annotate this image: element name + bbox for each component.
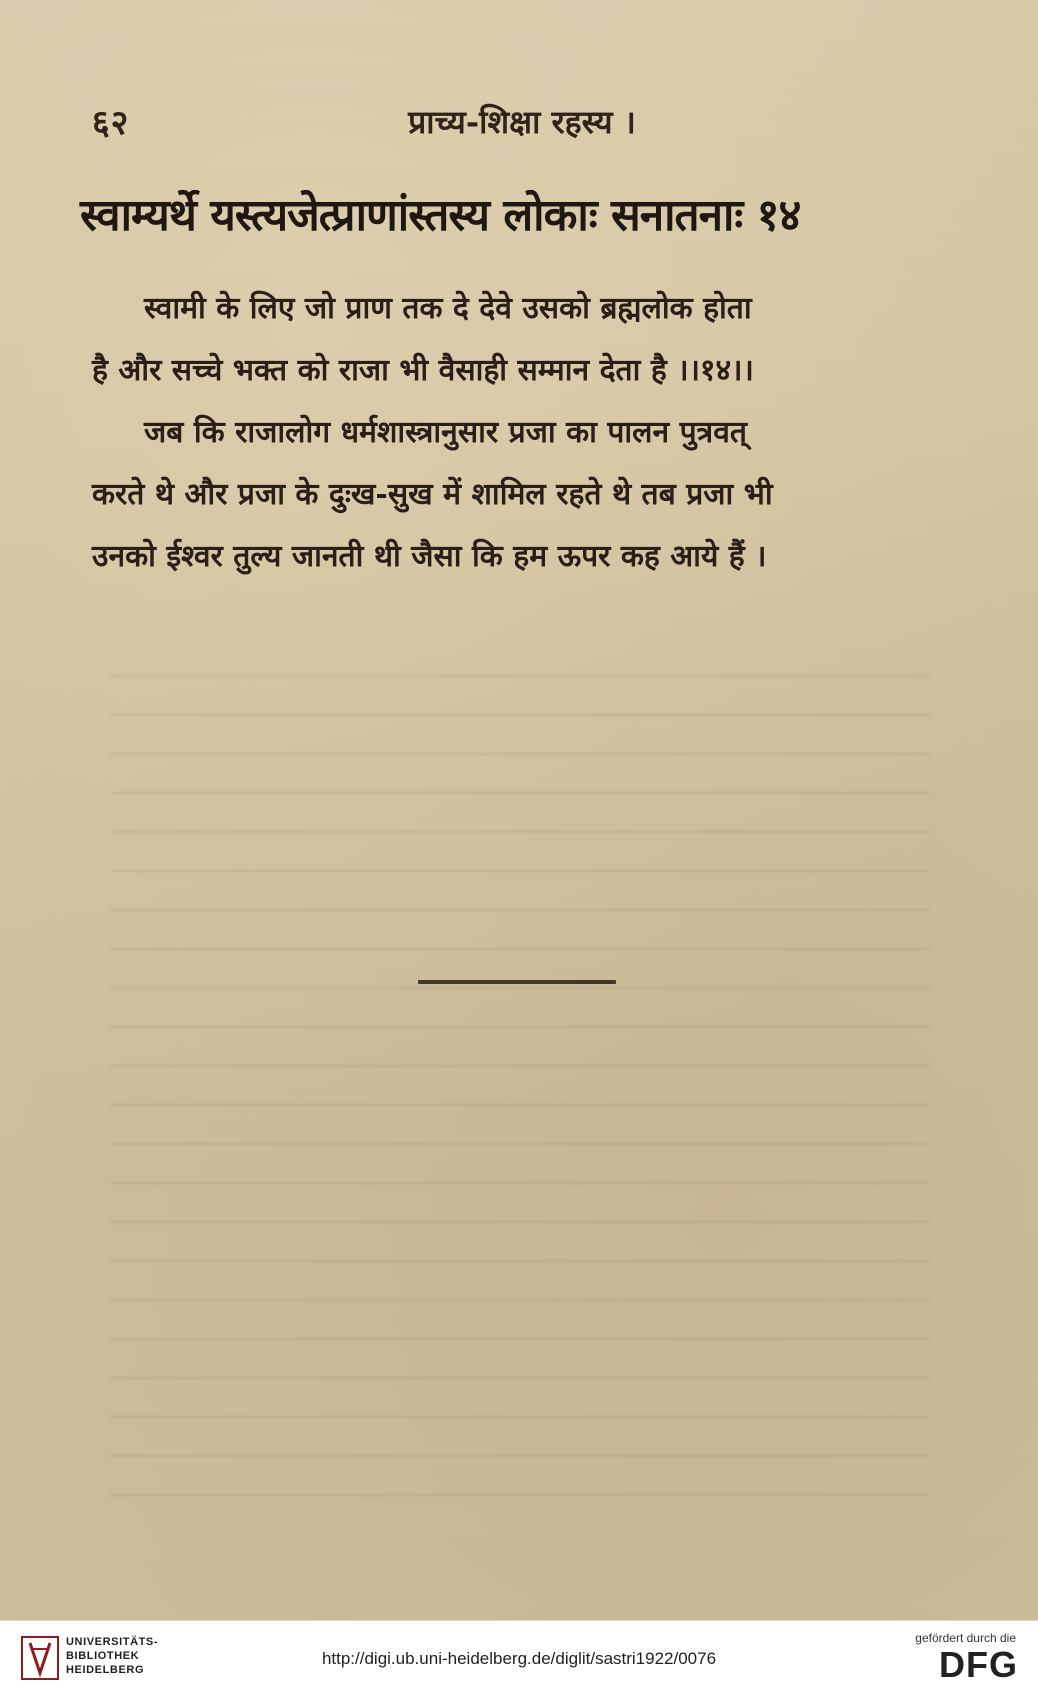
body-line-5: उनको ईश्वर तुल्य जानती थी जैसा कि हम ऊपर कह आये हैं । xyxy=(92,539,767,574)
hindi-commentary xyxy=(92,278,952,588)
page-number: ६२ xyxy=(92,103,130,143)
section-rule xyxy=(418,980,616,984)
sanskrit-verse: स्वाम्यर्थे यस्त्यजेत्प्राणांस्तस्य लोकाः सनातनाः १४ xyxy=(80,190,801,241)
page-header xyxy=(92,98,952,158)
source-url xyxy=(0,1649,1038,1669)
body-line-1: स्वामी के लिए जो प्राण तक दे देवे उसको ब्रह्मलोक होता xyxy=(144,291,752,326)
body-line-3: जब कि राजालोग धर्मशास्त्रानुसार प्रजा का पालन पुत्रवत् xyxy=(144,415,747,450)
funder-caption: gefördert durch die xyxy=(915,1631,1016,1645)
running-head: प्राच्य-शिक्षा रहस्य । xyxy=(408,103,636,141)
source-url-link[interactable]: http://digi.ub.uni-heidelberg.de/diglit/sastri1922/0076 xyxy=(321,1649,717,1668)
institution-line-3: HEIDELBERG xyxy=(66,1664,145,1676)
institution-line-1: UNIVERSITÄTS- xyxy=(66,1636,159,1648)
body-line-2: है और सच्चे भक्त को राजा भी वैसाही सम्मान देता है ।।१४।। xyxy=(92,353,754,388)
institution-line-2: BIBLIOTHEK xyxy=(66,1650,140,1662)
dfg-logo: DFG xyxy=(939,1644,1018,1685)
show-through-texture xyxy=(110,640,930,1520)
body-line-4: करते थे और प्रजा के दुःख-सुख में शामिल रहते थे तब प्रजा भी xyxy=(92,477,773,512)
digitization-footer xyxy=(0,1620,1038,1695)
